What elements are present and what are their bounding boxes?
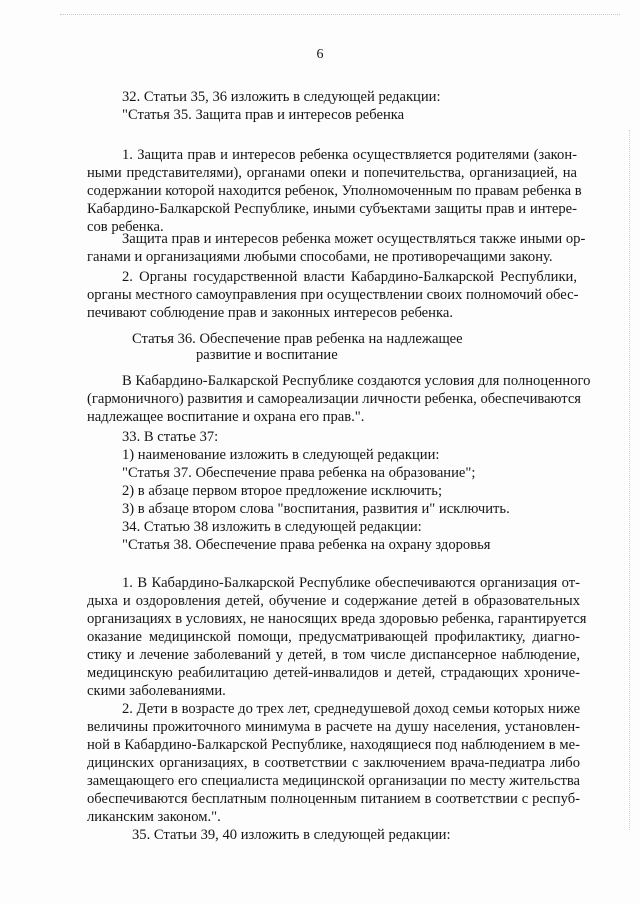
article-36-p1-line: (гармоничного) развития и самореализации личности ребенка, обеспечиваются (87, 391, 582, 407)
article-35-p2-line: ганами и организациями любыми способами, не противоречащими закону. (87, 249, 553, 265)
article-38-p1-line: медицинскую реабилитацию детей-инвалидов и детей, страдающих хрониче- (87, 665, 580, 681)
section-34-intro: 34. Статью 38 изложить в следующей редакции: (122, 519, 422, 535)
section-33-intro: 33. В статье 37: (122, 429, 219, 445)
article-35-title: "Статья 35. Защита прав и интересов ребенка (122, 107, 405, 123)
section-33-item: 1) наименование изложить в следующей редакции: (122, 447, 440, 463)
page-number: 6 (316, 47, 324, 62)
article-38-p2-line: 2. Дети в возрасте до трех лет, среднедушевой доход семьи которых ниже (122, 701, 581, 717)
section-35-intro: 35. Статьи 39, 40 изложить в следующей редакции: (132, 827, 451, 843)
article-38-p2-line: замещающего его специалиста медицинской организации по месту жительства (87, 773, 580, 789)
scan-artifact-right (629, 130, 631, 830)
article-35-p2-line: Защита прав и интересов ребенка может осуществляться также иными ор- (122, 231, 586, 247)
article-36-title-line: развитие и воспитание (196, 347, 338, 363)
article-36-p1-line: В Кабардино-Балкарской Республике создаются условия для полноценного (122, 373, 591, 389)
article-38-p1-line: организациях в условиях, не наносящих вреда здоровью ребенка, гарантируется (87, 611, 587, 627)
section-33-item: 2) в абзаце первом второе предложение исключить; (122, 483, 442, 499)
article-36-title-line: Статья 36. Обеспечение прав ребенка на надлежащее (132, 331, 463, 347)
article-38-p1-line: скими заболеваниями. (87, 683, 226, 699)
article-38-p2-line: дицинских организациях, в соответствии с заключением врача-педиатра либо (87, 755, 580, 771)
article-38-p1-line: стику и лечение заболеваний у детей, в том числе диспансерное наблюдение, (87, 647, 580, 663)
article-38-p2-line: величины прожиточного минимума в расчете на душу населения, установлен- (87, 719, 580, 735)
article-35-p1-line: содержании которой находится ребенок, Уполномоченным по правам ребенка в (87, 183, 582, 199)
section-33-item: 3) в абзаце втором слова "воспитания, развития и" исключить. (122, 501, 510, 517)
article-38-p2-line: ной в Кабардино-Балкарской Республике, находящиеся под наблюдением в ме- (87, 737, 580, 753)
article-35-p1-line: 1. Защита прав и интересов ребенка осуществляется родителями (закон- (122, 147, 577, 163)
article-36-p1-line: надлежащее воспитание и охрана его прав.". (87, 409, 365, 425)
article-35-p3-line: органы местного самоуправления при осуществлении своих полномочий обес- (87, 287, 579, 303)
article-38-p1-line: оказание медицинской помощи, предусматривающей профилактику, диагно- (87, 629, 580, 645)
scan-artifact-top (60, 14, 620, 16)
article-38-title: "Статья 38. Обеспечение права ребенка на охрану здоровья (122, 537, 491, 553)
article-35-p3-line: печивают соблюдение прав и законных интересов ребенка. (87, 305, 453, 321)
article-35-p1-line: Кабардино-Балкарской Республике, иными субъектами защиты прав и интере- (87, 201, 577, 217)
article-38-p1-line: дыха и оздоровления детей, обучение и содержание детей в образовательных (87, 593, 580, 609)
article-35-p1-line: сов ребенка. (87, 219, 164, 235)
article-35-p1-line: ными представителями), органами опеки и попечительства, организацией, на (87, 165, 577, 181)
article-38-p2-line: обеспечиваются бесплатным полноценным питанием в соответствии с респуб- (87, 791, 580, 807)
article-38-p2-line: ликанским законом.". (87, 809, 221, 825)
article-38-p1-line: 1. В Кабардино-Балкарской Республике обеспечиваются организация от- (122, 575, 580, 591)
article-35-p3-line: 2. Органы государственной власти Кабардино-Балкарской Республики, (122, 269, 577, 285)
section-33-item: "Статья 37. Обеспечение права ребенка на образование"; (122, 465, 476, 481)
section-32-intro: 32. Статьи 35, 36 изложить в следующей редакции: (122, 89, 441, 105)
